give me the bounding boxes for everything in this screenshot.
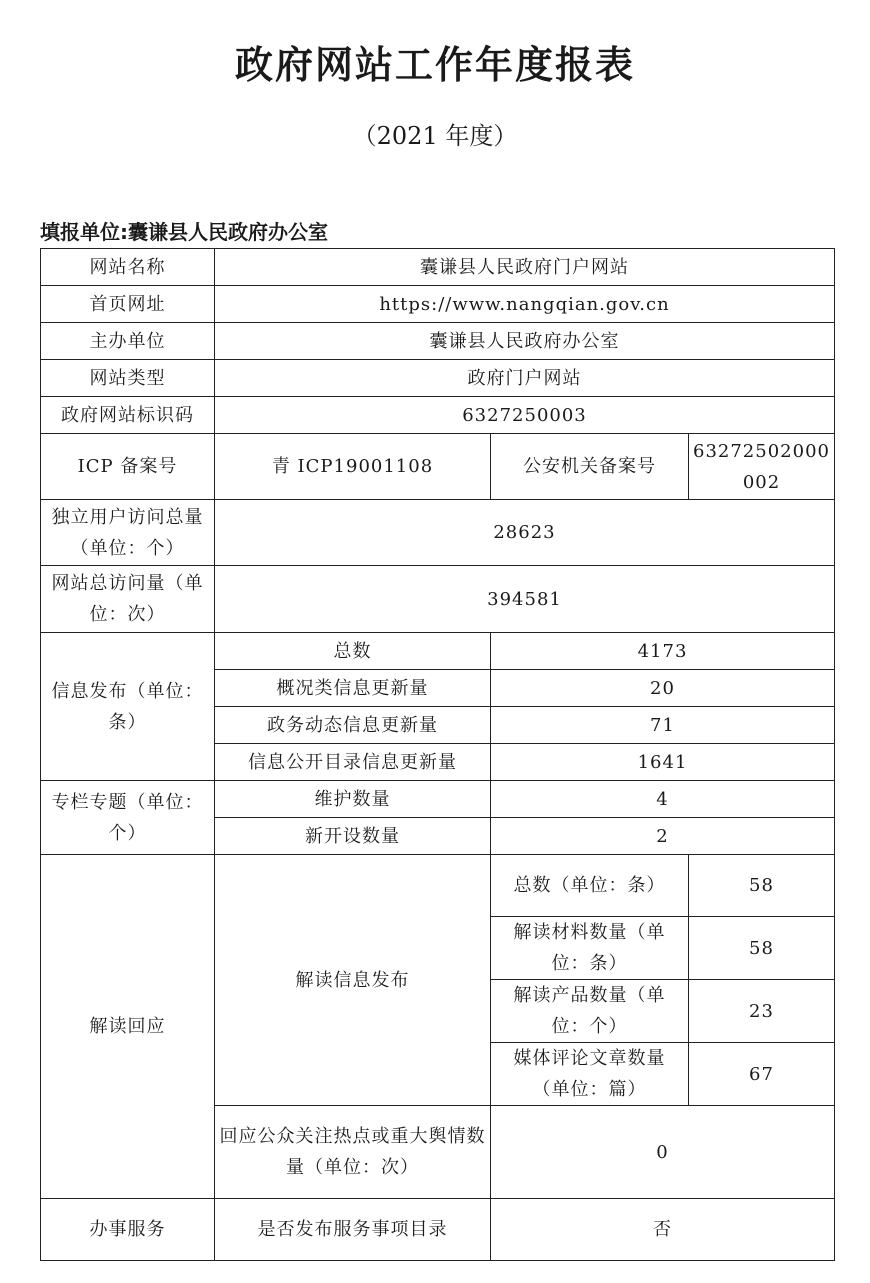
interp-item-value: 23: [689, 980, 835, 1043]
info-item-value: 1641: [491, 744, 835, 781]
service-catalog-label: 是否发布服务事项目录: [215, 1199, 491, 1261]
info-item-label: 信息公开目录信息更新量: [215, 744, 491, 781]
host-value: 囊谦县人民政府办公室: [215, 323, 835, 360]
host-label: 主办单位: [41, 323, 215, 360]
site-code-label: 政府网站标识码: [41, 397, 215, 434]
pv-label: 网站总访问量（单位：次）: [41, 566, 215, 633]
site-name-value: 囊谦县人民政府门户网站: [215, 249, 835, 286]
interp-item-value: 67: [689, 1043, 835, 1106]
table-row: [41, 360, 835, 397]
interp-item-label: 解读材料数量（单位：条）: [491, 917, 689, 980]
services-label: 办事服务: [41, 1199, 215, 1261]
response-label: 回应公众关注热点或重大舆情数量（单位：次）: [215, 1106, 491, 1199]
interp-item-value: 58: [689, 917, 835, 980]
homepage-label: 首页网址: [41, 286, 215, 323]
report-year: （2021 年度）: [352, 122, 518, 150]
table-row: [41, 1199, 835, 1261]
uv-label: 独立用户访问总量（单位：个）: [41, 500, 215, 566]
info-item-label: 政务动态信息更新量: [215, 707, 491, 744]
interp-item-label: 媒体评论文章数量（单位：篇）: [491, 1043, 689, 1106]
site-type-label: 网站类型: [41, 360, 215, 397]
topic-item-value: 2: [491, 818, 835, 855]
interp-item-label: 解读产品数量（单位：个）: [491, 980, 689, 1043]
table-row: [41, 566, 835, 633]
table-row: [41, 286, 835, 323]
table-row: [41, 633, 835, 670]
interpretation-publish-label: 解读信息发布: [215, 855, 491, 1106]
table-row: [41, 500, 835, 566]
topic-item-label: 维护数量: [215, 781, 491, 818]
info-item-value: 71: [491, 707, 835, 744]
interp-item-label: 总数（单位：条）: [491, 855, 689, 917]
page-title: 政府网站工作年度报表: [234, 43, 635, 87]
police-record-value: 63272502000002: [689, 434, 835, 500]
table-row: [41, 781, 835, 818]
service-catalog-value: 否: [491, 1199, 835, 1261]
info-item-label: 概况类信息更新量: [215, 670, 491, 707]
site-code-value: 6327250003: [215, 397, 835, 434]
info-item-label: 总数: [215, 633, 491, 670]
police-record-label: 公安机关备案号: [491, 434, 689, 500]
site-name-label: 网站名称: [41, 249, 215, 286]
table-row: [41, 434, 835, 500]
report-table: [40, 248, 835, 1261]
table-row: [41, 323, 835, 360]
interpretation-label: 解读回应: [41, 855, 215, 1199]
info-publish-label: 信息发布（单位：条）: [41, 633, 215, 781]
reporting-unit: 填报单位:囊谦县人民政府办公室: [40, 220, 328, 244]
uv-value: 28623: [215, 500, 835, 566]
homepage-url: https://www.nangqian.gov.cn: [215, 286, 835, 323]
response-value: 0: [491, 1106, 835, 1199]
table-row: [41, 397, 835, 434]
topic-item-value: 4: [491, 781, 835, 818]
info-item-value: 4173: [491, 633, 835, 670]
table-row: [41, 249, 835, 286]
topic-item-label: 新开设数量: [215, 818, 491, 855]
interp-item-value: 58: [689, 855, 835, 917]
icp-value: 青 ICP19001108: [215, 434, 491, 500]
icp-label: ICP 备案号: [41, 434, 215, 500]
pv-value: 394581: [215, 566, 835, 633]
info-item-value: 20: [491, 670, 835, 707]
table-row: [41, 855, 835, 917]
site-type-value: 政府门户网站: [215, 360, 835, 397]
column-topics-label: 专栏专题（单位：个）: [41, 781, 215, 855]
